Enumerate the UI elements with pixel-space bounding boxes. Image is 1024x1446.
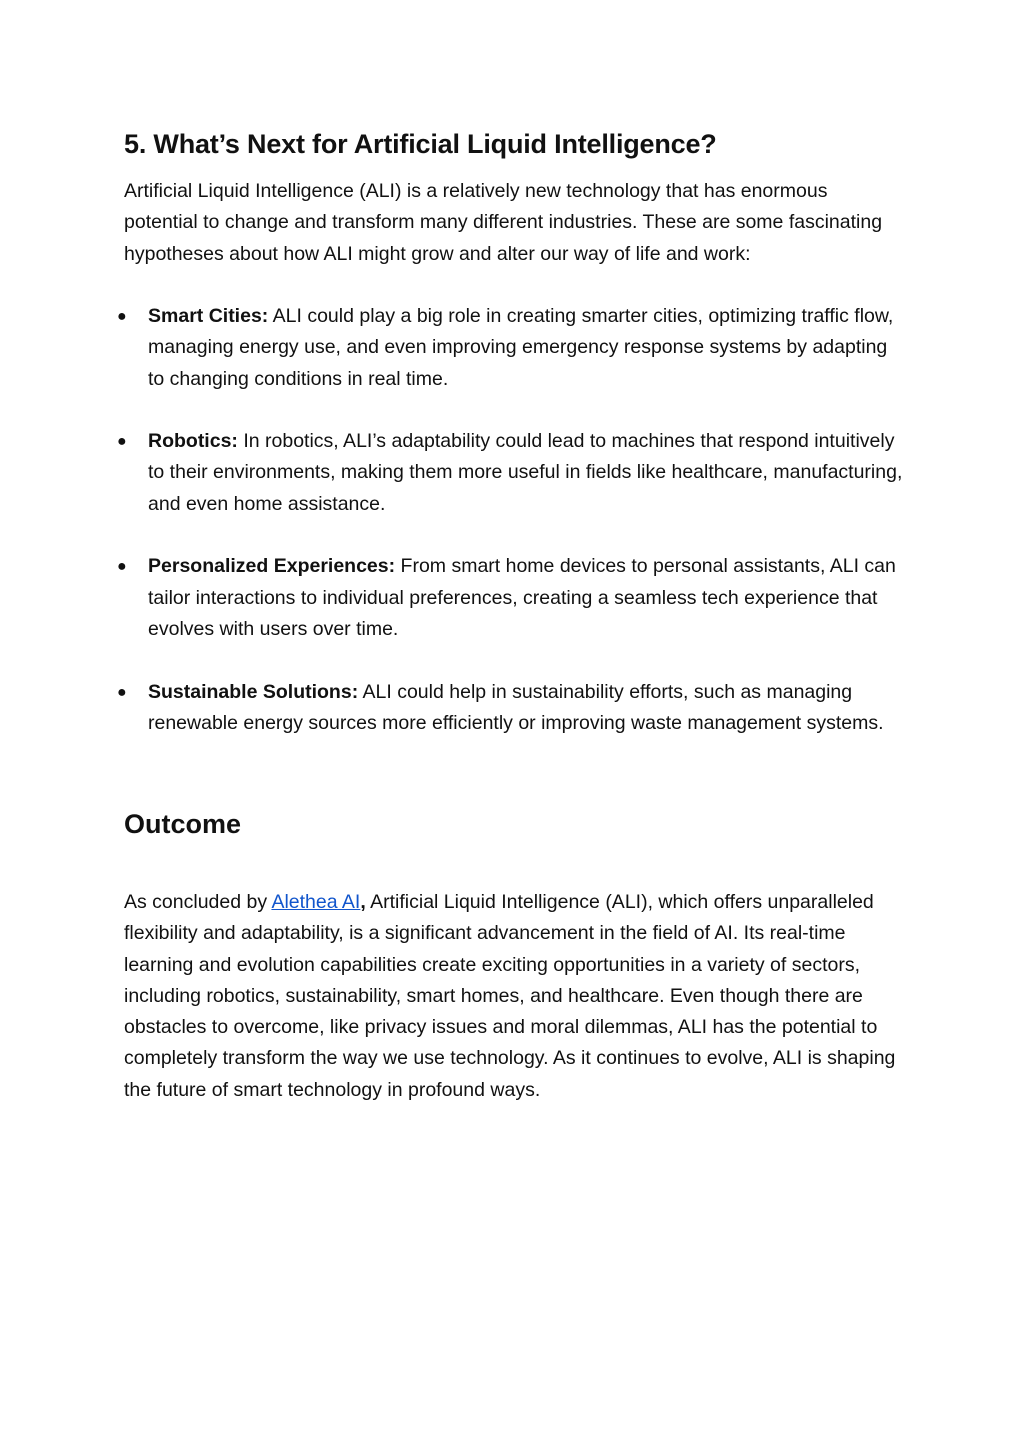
list-item-text: ALI could play a big role in creating smarter cities, optimizing traffic flow, managing energy use, and even improving emergency response systems by adapting to changing conditions in real time. (148, 305, 894, 390)
conclusion-paragraph (124, 887, 914, 1106)
bullet-icon: ● (117, 308, 127, 325)
future-list (117, 301, 904, 770)
list-item (117, 677, 904, 740)
list-item (117, 301, 904, 395)
list-item-title: Smart Cities: (148, 305, 269, 327)
list-item-text: In robotics, ALI’s adaptability could lead to machines that respond intuitively to their environments, making them more useful in fields like healthcare, manufacturing, and even home assistance. (148, 430, 903, 515)
list-item-text: ALI could help in sustainability efforts, such as managing renewable energy sources more efficiently or improving waste management systems. (148, 680, 884, 734)
alethea-ai-link[interactable]: Alethea AI (271, 891, 361, 913)
outcome-heading: Outcome (124, 809, 242, 839)
conclusion-body: Artificial Liquid Intelligence (ALI), which offers unparalleled flexibility and adaptability, is a significant advancement in the field of AI. Its real-time learning and evolution capabilities create exciting opportunities in a variety of sectors, including robotics, sustainability, smart homes, and healthcare. Even though there are obstacles to overcome, like privacy issues and moral dilemmas, ALI has the potential to completely transform the way we use technology. As it continues to evolve, ALI is shaping the future of smart technology in profound ways. (124, 891, 896, 1101)
bullet-icon: ● (117, 433, 127, 451)
conclusion-comma: , (360, 891, 366, 913)
list-item-title: Robotics: (148, 430, 238, 453)
conclusion-prefix: As concluded by (124, 891, 272, 913)
section-heading: 5. What’s Next for Artificial Liquid Intelligence? (124, 129, 717, 159)
list-item-title: Sustainable Solutions: (148, 680, 359, 703)
bullet-icon: ● (117, 558, 127, 576)
bullet-icon: ● (117, 683, 127, 701)
list-item-title: Personalized Experiences: (148, 555, 396, 578)
list-item (117, 426, 904, 520)
intro-paragraph: Artificial Liquid Intelligence (ALI) is a relatively new technology that has enormous potential to change and transform many different industries. These are some fascinating hypotheses about how ALI might grow and alter our way of life and work: (124, 180, 883, 265)
list-item (117, 551, 904, 645)
list-item-text: From smart home devices to personal assistants, ALI can tailor interactions to individual preferences, creating a seamless tech experience that evolves with users over time. (148, 555, 896, 640)
